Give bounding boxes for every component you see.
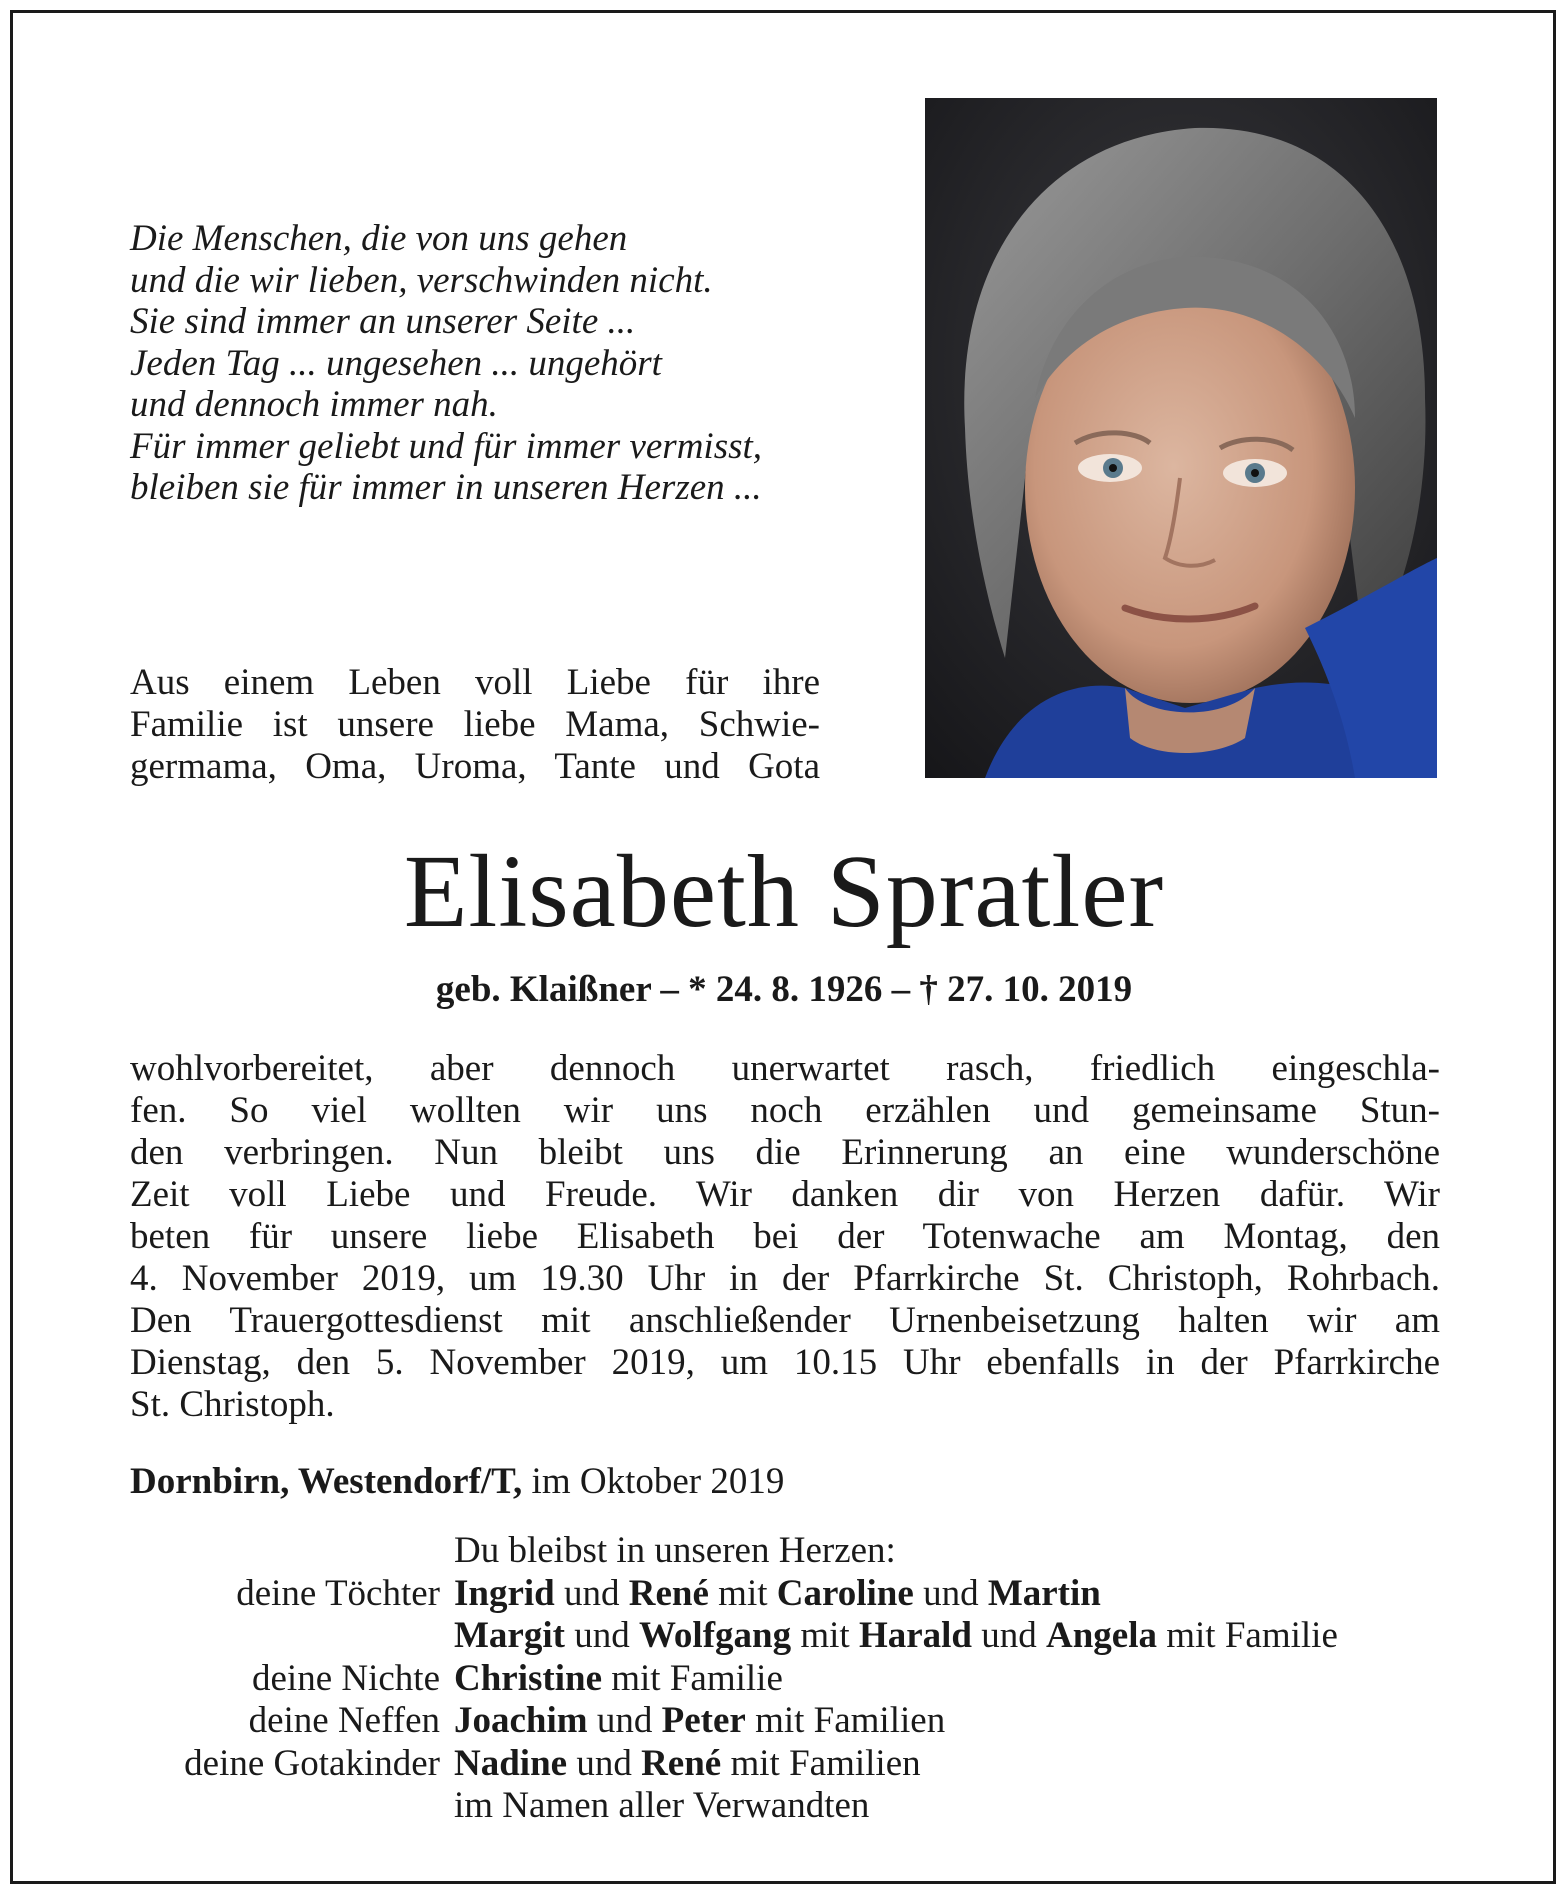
intro-paragraph: [130, 662, 820, 788]
mourners-list: [130, 1530, 1510, 1828]
mourner-name: Wolfgang: [638, 1615, 792, 1656]
mourner-row: [130, 1615, 1510, 1658]
deceased-name: Elisabeth Spratler: [403, 834, 1165, 949]
poem: [130, 218, 830, 509]
mourner-row: [130, 1573, 1510, 1616]
mourner-names: [454, 1658, 783, 1701]
body-line: fen. So viel wollten wir uns noch erzählen und gemeinsame Stun-: [130, 1090, 1440, 1131]
mourner-name: René: [641, 1742, 722, 1784]
mourner-name: Harald: [858, 1615, 972, 1656]
poem-line: Für immer geliebt und für immer vermisst,: [130, 425, 763, 467]
mourners-heading-row: [130, 1530, 1510, 1573]
place-date: im Oktober 2019: [522, 1461, 785, 1502]
poem-line: und dennoch immer nah.: [130, 384, 498, 425]
mourner-name: Caroline: [776, 1572, 914, 1614]
mourner-connector: und: [564, 1615, 639, 1656]
body-line: Zeit voll Liebe und Freude. Wir danken dir von Herzen dafür. Wir: [130, 1174, 1440, 1215]
mourner-relation: deine Neffen: [248, 1700, 440, 1741]
body-line: Den Trauergottesdienst mit anschließender Urnenbeisetzung halten wir am: [130, 1300, 1440, 1341]
poem-line: Jeden Tag ... ungesehen ... ungehört: [130, 342, 662, 384]
body-line: 4. November 2019, um 19.30 Uhr in der Pfarrkirche St. Christoph, Rohrbach.: [130, 1258, 1440, 1299]
body-paragraph: [130, 1048, 1440, 1426]
mourner-name: Joachim: [454, 1700, 588, 1741]
mourner-connector: mit: [791, 1615, 859, 1656]
mourner-relation: [130, 1785, 454, 1828]
mourner-name: Ingrid: [454, 1572, 555, 1614]
mourner-row: [130, 1700, 1510, 1743]
place-names: Dornbirn, Westendorf/T,: [130, 1461, 523, 1502]
poem-line: Sie sind immer an unserer Seite ...: [130, 301, 636, 342]
mourner-connector: und: [972, 1615, 1046, 1656]
mourner-name: Christine: [454, 1657, 602, 1699]
mourner-name: Martin: [987, 1572, 1101, 1614]
mourner-name: Angela: [1046, 1615, 1157, 1656]
mourner-connector: mit Familien: [721, 1742, 921, 1784]
mourners-heading: Du bleibst in unseren Herzen:: [454, 1530, 896, 1571]
mourner-row: [130, 1658, 1510, 1701]
mourner-relation: [130, 1615, 454, 1658]
mourner-relation: deine Gotakinder: [184, 1742, 440, 1784]
mourner-names: [454, 1785, 869, 1828]
body-line: wohlvorbereitet, aber dennoch unerwartet rasch, friedlich eingeschla-: [130, 1048, 1440, 1089]
intro-line: Familie ist unsere liebe Mama, Schwie-: [130, 704, 820, 745]
mourner-connector: mit Familie: [602, 1657, 783, 1699]
mourner-relation: deine Töchter: [236, 1572, 440, 1614]
mourner-connector: mit Familie: [1157, 1615, 1338, 1656]
mourner-row: [130, 1785, 1510, 1828]
poem-line: und die wir lieben, verschwinden nicht.: [130, 259, 713, 301]
mourner-connector: mit: [708, 1572, 777, 1614]
mourner-connector: und: [567, 1742, 642, 1784]
poem-line: Die Menschen, die von uns gehen: [130, 218, 628, 259]
mourner-row: [130, 1743, 1510, 1786]
place-date-line: [130, 1460, 1030, 1504]
mourner-relation: deine Nichte: [252, 1657, 440, 1699]
poem-line: bleiben sie für immer in unseren Herzen ...: [130, 467, 762, 508]
mourner-name: René: [628, 1572, 709, 1614]
mourner-names: [454, 1700, 945, 1743]
mourner-connector: mit Familien: [745, 1700, 946, 1741]
intro-line: germama, Oma, Uroma, Tante und Gota: [130, 746, 820, 787]
body-line: St. Christoph.: [130, 1384, 335, 1425]
mourner-name: Nadine: [454, 1742, 568, 1784]
portrait-photo: [925, 98, 1437, 778]
body-line: den verbringen. Nun bleibt uns die Erinnerung an eine wunderschöne: [130, 1132, 1440, 1173]
mourner-connector: und: [587, 1700, 662, 1741]
mourner-names: [454, 1743, 921, 1786]
mourner-name: Peter: [661, 1700, 746, 1741]
mourner-connector: im Namen aller Verwandten: [454, 1785, 870, 1826]
deceased-dates: geb. Klaißner – * 24. 8. 1926 – † 27. 10. 2019: [435, 969, 1133, 1010]
portrait-image: [925, 98, 1437, 778]
intro-line: Aus einem Leben voll Liebe für ihre: [130, 662, 820, 703]
mourner-name: Margit: [454, 1615, 565, 1656]
mourner-names: [454, 1615, 1338, 1658]
mourner-names: [454, 1573, 1101, 1616]
mourner-connector: und: [554, 1572, 629, 1614]
body-line: beten für unsere liebe Elisabeth bei der Totenwache am Montag, den: [130, 1216, 1440, 1257]
mourner-connector: und: [913, 1572, 988, 1614]
body-line: Dienstag, den 5. November 2019, um 10.15 Uhr ebenfalls in der Pfarrkirche: [130, 1342, 1440, 1383]
